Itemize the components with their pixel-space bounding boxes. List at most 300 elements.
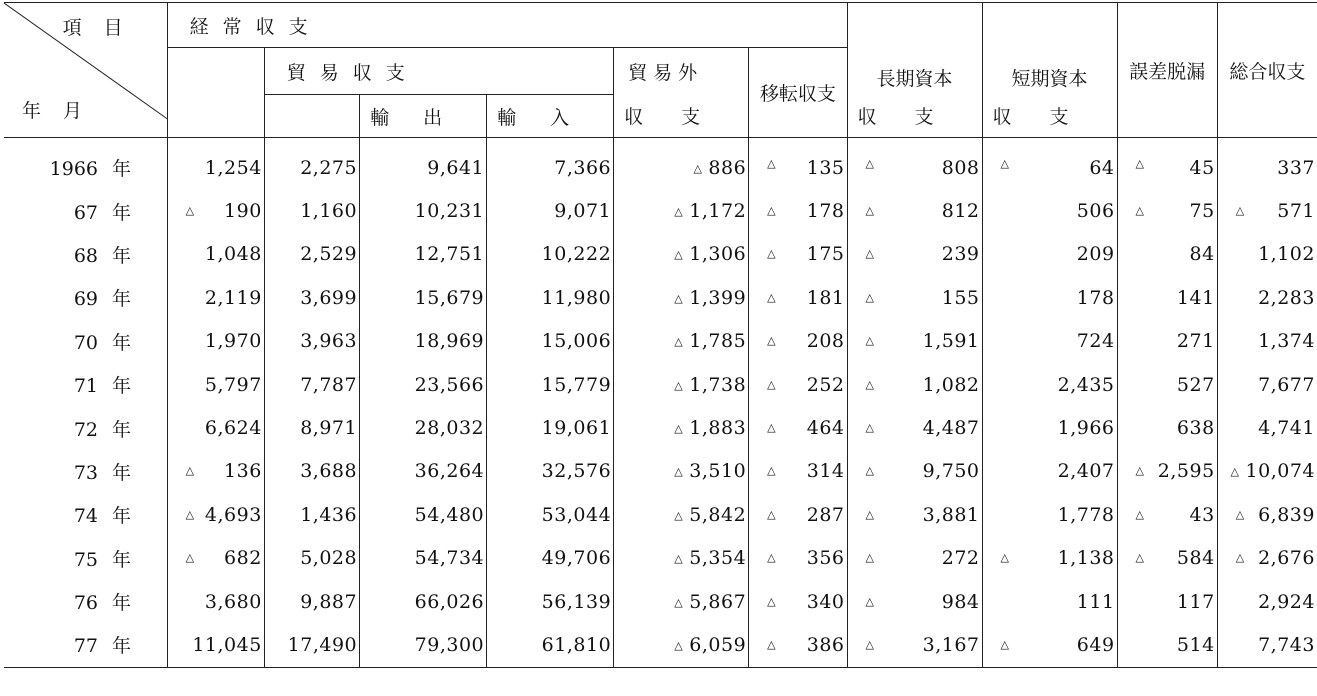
long-term-capital-cell <box>847 623 982 667</box>
table-row <box>4 276 1317 319</box>
negative-mark: △ <box>674 552 684 566</box>
overall-balance-cell <box>1217 320 1317 363</box>
cell-value: 984 <box>941 590 980 613</box>
year-cell <box>4 276 167 319</box>
year-value: 1966 <box>49 158 98 181</box>
cell-value: △ 1,306 <box>674 243 747 266</box>
cell-value: 190 <box>224 200 262 223</box>
cell-value: 2,595 <box>1157 460 1215 483</box>
cell-value: 12,751 <box>414 243 485 266</box>
cell-value: 10,222 <box>541 243 612 266</box>
cell-value: 4,487 <box>922 417 980 440</box>
overall-balance-cell <box>1217 138 1317 190</box>
long-term-capital-cell <box>847 276 982 319</box>
table-row <box>4 450 1317 493</box>
negative-mark: △ <box>1000 551 1009 565</box>
negative-mark: △ <box>767 203 776 217</box>
cell-value: 239 <box>941 243 980 266</box>
cell-value: 3,680 <box>204 590 262 613</box>
negative-mark: △ <box>674 291 684 305</box>
transfers-cell <box>749 276 847 319</box>
trade-balance-header: 貿易収支 <box>264 48 613 95</box>
cell-value: 43 <box>1189 503 1215 526</box>
table-row <box>4 138 1317 190</box>
cell-value: 2,435 <box>1057 373 1115 396</box>
cell-value: 2,676 <box>1258 547 1315 570</box>
short-term-capital-subheader: 収支 <box>982 95 1117 138</box>
table-row <box>4 493 1317 536</box>
year-value: 70 <box>73 331 98 354</box>
cell-value: △ 1,399 <box>674 286 747 309</box>
cell-value: 7,743 <box>1258 633 1315 656</box>
cell-value: 79,300 <box>414 633 485 656</box>
cell-value: 1,048 <box>204 243 262 266</box>
negative-mark: △ <box>674 248 684 262</box>
cell-value: 18,969 <box>414 330 485 353</box>
cell-value: 7,366 <box>554 156 612 179</box>
negative-mark: △ <box>767 420 776 434</box>
negative-mark: △ <box>1235 203 1245 217</box>
negative-mark: △ <box>185 507 195 521</box>
negative-mark: △ <box>674 638 684 652</box>
cell-value: 75 <box>1189 200 1215 223</box>
year-cell <box>4 406 167 449</box>
year-unit: 年 <box>112 505 132 528</box>
cell-value: 11,045 <box>192 633 262 656</box>
negative-mark: △ <box>1235 507 1245 521</box>
long-term-capital-cell <box>847 320 982 363</box>
year-unit: 年 <box>112 418 132 441</box>
cell-value: 3,963 <box>300 330 358 353</box>
cell-value: 2,924 <box>1258 590 1315 613</box>
year-cell <box>4 138 167 190</box>
short-term-capital-header: 短期資本 <box>982 3 1117 95</box>
cell-value: △ 5,354 <box>674 547 747 570</box>
imports-cell <box>487 363 614 406</box>
invisible-trade-cell <box>614 580 749 623</box>
year-unit: 年 <box>112 331 132 354</box>
negative-mark: △ <box>865 247 874 261</box>
cell-value: 141 <box>1176 286 1215 309</box>
cell-value: 1,966 <box>1057 417 1115 440</box>
negative-mark: △ <box>865 594 874 608</box>
year-cell <box>4 233 167 276</box>
cell-value: 209 <box>1076 243 1115 266</box>
year-value: 71 <box>73 375 98 398</box>
cell-value: 287 <box>806 503 845 526</box>
negative-mark: △ <box>865 507 874 521</box>
cell-value: 6,839 <box>1258 503 1315 526</box>
trade-balance-cell <box>264 138 359 190</box>
imports-header: 輸入 <box>487 95 614 138</box>
year-value: 76 <box>73 592 98 615</box>
current-account-cell <box>167 623 264 667</box>
year-unit: 年 <box>112 548 132 571</box>
negative-mark: △ <box>1000 637 1009 651</box>
year-value: 75 <box>73 548 98 571</box>
current-account-header: 経常収支 <box>167 3 847 48</box>
errors-omissions-cell <box>1117 276 1217 319</box>
cell-value: 64 <box>1089 156 1115 179</box>
trade-balance-cell <box>264 276 359 319</box>
imports-cell <box>487 320 614 363</box>
negative-mark: △ <box>767 551 776 565</box>
year-cell <box>4 189 167 232</box>
short-term-capital-cell <box>982 363 1117 406</box>
cell-value: 638 <box>1176 417 1215 440</box>
table-row <box>4 580 1317 623</box>
long-term-capital-cell <box>847 363 982 406</box>
cell-value: △ 6,059 <box>674 633 747 656</box>
cell-value: 45 <box>1189 156 1215 179</box>
cell-value: △ 1,172 <box>674 200 747 223</box>
cell-value: 111 <box>1076 590 1115 613</box>
exports-cell <box>360 233 487 276</box>
current-account-cell <box>167 450 264 493</box>
corner-cell <box>4 3 167 138</box>
trade-balance-cell <box>264 537 359 580</box>
year-cell <box>4 580 167 623</box>
table-row <box>4 406 1317 449</box>
year-unit: 年 <box>112 201 132 224</box>
short-term-capital-cell <box>982 276 1117 319</box>
table-body <box>4 138 1317 668</box>
negative-mark: △ <box>865 551 874 565</box>
invisible-trade-cell <box>614 406 749 449</box>
short-term-capital-cell <box>982 623 1117 667</box>
cell-value: 54,734 <box>414 547 485 570</box>
cell-value: △ 1,883 <box>674 417 747 440</box>
negative-mark: △ <box>865 290 874 304</box>
cell-value: 812 <box>941 200 980 223</box>
current-account-cell <box>167 276 264 319</box>
cell-value: △ 886 <box>693 156 747 179</box>
cell-value: 3,881 <box>922 503 980 526</box>
cell-value: 136 <box>224 460 262 483</box>
cell-value: △ 3,510 <box>674 460 747 483</box>
negative-mark: △ <box>1135 464 1144 478</box>
invisible-trade-cell <box>614 623 749 667</box>
imports-cell <box>487 623 614 667</box>
cell-value: 135 <box>806 156 845 179</box>
imports-cell <box>487 537 614 580</box>
imports-cell <box>487 580 614 623</box>
negative-mark: △ <box>865 420 874 434</box>
cell-value: 1,082 <box>922 373 980 396</box>
negative-mark: △ <box>1230 465 1240 479</box>
cell-value: 356 <box>806 547 845 570</box>
cell-value: 3,699 <box>300 286 358 309</box>
cell-value: 1,160 <box>300 200 358 223</box>
negative-mark: △ <box>767 247 776 261</box>
trade-balance-cell <box>264 493 359 536</box>
negative-mark: △ <box>767 156 776 170</box>
short-term-capital-cell <box>982 138 1117 190</box>
cell-value: △ 5,867 <box>674 590 747 613</box>
negative-mark: △ <box>865 377 874 391</box>
cell-value: 8,971 <box>300 417 358 440</box>
long-term-capital-cell <box>847 537 982 580</box>
cell-value: 9,750 <box>922 460 980 483</box>
cell-value: 117 <box>1176 590 1215 613</box>
cell-value: 337 <box>1277 156 1315 179</box>
year-cell <box>4 493 167 536</box>
invisible-trade-cell <box>614 450 749 493</box>
year-unit: 年 <box>112 244 132 267</box>
cell-value: 584 <box>1176 547 1215 570</box>
current-account-cell <box>167 363 264 406</box>
table-row <box>4 189 1317 232</box>
corner-year-month-label: 年月 <box>22 100 105 122</box>
negative-mark: △ <box>674 378 684 392</box>
cell-value: 178 <box>806 200 845 223</box>
invisible-trade-cell <box>614 138 749 190</box>
cell-value: 5,028 <box>300 547 358 570</box>
current-account-cell <box>167 580 264 623</box>
negative-mark: △ <box>767 377 776 391</box>
cell-value: 571 <box>1277 200 1315 223</box>
invisible-trade-subheader: 収支 <box>614 95 749 138</box>
errors-omissions-cell <box>1117 189 1217 232</box>
cell-value: 271 <box>1176 330 1215 353</box>
short-term-capital-cell <box>982 537 1117 580</box>
negative-mark: △ <box>185 203 195 217</box>
transfers-cell <box>749 580 847 623</box>
cell-value: 2,407 <box>1057 460 1115 483</box>
cell-value: 84 <box>1189 243 1215 266</box>
cell-value: 15,779 <box>541 373 612 396</box>
overall-balance-cell <box>1217 276 1317 319</box>
cell-value: 1,374 <box>1258 330 1315 353</box>
cell-value: 19,061 <box>541 417 612 440</box>
cell-value: 808 <box>941 156 980 179</box>
cell-value: 1,970 <box>204 330 262 353</box>
year-unit: 年 <box>112 375 132 398</box>
cell-value: 1,436 <box>300 503 358 526</box>
cell-value: 6,624 <box>204 417 262 440</box>
overall-balance-cell <box>1217 233 1317 276</box>
short-term-capital-cell <box>982 580 1117 623</box>
transfers-cell <box>749 363 847 406</box>
long-term-capital-cell <box>847 450 982 493</box>
negative-mark: △ <box>1135 203 1144 217</box>
exports-cell <box>360 537 487 580</box>
exports-cell <box>360 580 487 623</box>
negative-mark: △ <box>767 334 776 348</box>
long-term-capital-header: 長期資本 <box>847 3 982 95</box>
imports-cell <box>487 233 614 276</box>
cell-value: 61,810 <box>541 633 612 656</box>
cell-value: 49,706 <box>541 547 612 570</box>
cell-value: △ 1,785 <box>674 330 747 353</box>
cell-value: 15,006 <box>541 330 612 353</box>
year-value: 77 <box>73 635 98 658</box>
transfers-cell <box>749 450 847 493</box>
cell-value: 527 <box>1176 373 1215 396</box>
long-term-capital-cell <box>847 189 982 232</box>
short-term-capital-cell <box>982 233 1117 276</box>
transfers-cell <box>749 189 847 232</box>
cell-value: 2,283 <box>1258 286 1315 309</box>
negative-mark: △ <box>1000 156 1009 170</box>
year-cell <box>4 537 167 580</box>
cell-value: 2,275 <box>300 156 358 179</box>
exports-cell <box>360 276 487 319</box>
imports-cell <box>487 138 614 190</box>
cell-value: 17,490 <box>287 633 358 656</box>
invisible-trade-cell <box>614 363 749 406</box>
invisible-trade-cell <box>614 233 749 276</box>
trade-balance-cell <box>264 450 359 493</box>
cell-value: 7,677 <box>1258 373 1315 396</box>
table-row <box>4 233 1317 276</box>
cell-value: 1,591 <box>922 330 980 353</box>
table-row <box>4 537 1317 580</box>
cell-value: 10,231 <box>414 200 485 223</box>
cell-value: 724 <box>1076 330 1115 353</box>
current-account-cell <box>167 233 264 276</box>
cell-value: 649 <box>1076 633 1115 656</box>
overall-balance-cell <box>1217 623 1317 667</box>
cell-value: 155 <box>941 286 980 309</box>
negative-mark: △ <box>1235 551 1245 565</box>
trade-balance-cell <box>264 320 359 363</box>
invisible-trade-header: 貿易外 <box>614 48 749 95</box>
year-unit: 年 <box>112 635 132 658</box>
table-row <box>4 320 1317 363</box>
negative-mark: △ <box>674 595 684 609</box>
short-term-capital-cell <box>982 406 1117 449</box>
cell-value: 252 <box>806 373 845 396</box>
negative-mark: △ <box>767 637 776 651</box>
negative-mark: △ <box>865 637 874 651</box>
cell-value: △ 1,738 <box>674 373 747 396</box>
current-account-cell <box>167 537 264 580</box>
year-unit: 年 <box>112 158 132 181</box>
trade-balance-cell <box>264 363 359 406</box>
trade-balance-cell <box>264 406 359 449</box>
invisible-trade-cell <box>614 320 749 363</box>
year-unit: 年 <box>112 461 132 484</box>
cell-value: 4,741 <box>1258 417 1315 440</box>
long-term-capital-cell <box>847 580 982 623</box>
corner-item-label: 項目 <box>62 17 145 39</box>
year-cell <box>4 450 167 493</box>
year-value: 72 <box>73 418 98 441</box>
cell-value: 208 <box>806 330 845 353</box>
year-unit: 年 <box>112 288 132 311</box>
trade-balance-cell <box>264 580 359 623</box>
cell-value: 1,102 <box>1258 243 1315 266</box>
long-term-capital-subheader: 収支 <box>847 95 982 138</box>
cell-value: 9,887 <box>300 590 358 613</box>
exports-header: 輸出 <box>360 95 487 138</box>
cell-value: 2,529 <box>300 243 358 266</box>
invisible-trade-cell <box>614 493 749 536</box>
errors-omissions-header: 誤差脱漏 <box>1117 3 1217 138</box>
current-account-cell <box>167 189 264 232</box>
cell-value: 54,480 <box>414 503 485 526</box>
imports-cell <box>487 406 614 449</box>
transfers-cell <box>749 233 847 276</box>
errors-omissions-cell <box>1117 450 1217 493</box>
negative-mark: △ <box>1135 156 1144 170</box>
cell-value: 506 <box>1076 200 1115 223</box>
errors-omissions-cell <box>1117 320 1217 363</box>
negative-mark: △ <box>674 205 684 219</box>
invisible-trade-cell <box>614 276 749 319</box>
errors-omissions-cell <box>1117 493 1217 536</box>
cell-value: 1,254 <box>204 156 262 179</box>
trade-balance-cell <box>264 623 359 667</box>
exports-cell <box>360 320 487 363</box>
cell-value: 386 <box>806 633 845 656</box>
year-cell <box>4 363 167 406</box>
overall-balance-cell <box>1217 406 1317 449</box>
cell-value: 53,044 <box>541 503 612 526</box>
table-row <box>4 623 1317 667</box>
current-account-cell <box>167 493 264 536</box>
negative-mark: △ <box>865 156 874 170</box>
negative-mark: △ <box>1135 551 1144 565</box>
year-value: 74 <box>73 505 98 528</box>
current-account-cell <box>167 138 264 190</box>
cell-value: 56,139 <box>541 590 612 613</box>
trade-balance-cell <box>264 233 359 276</box>
imports-cell <box>487 493 614 536</box>
exports-cell <box>360 623 487 667</box>
imports-cell <box>487 276 614 319</box>
year-cell <box>4 623 167 667</box>
short-term-capital-cell <box>982 493 1117 536</box>
negative-mark: △ <box>767 594 776 608</box>
balance-of-payments-table <box>4 2 1317 668</box>
long-term-capital-cell <box>847 138 982 190</box>
cell-value: 28,032 <box>414 417 485 440</box>
cell-value: 272 <box>941 547 980 570</box>
cell-value: 464 <box>806 417 845 440</box>
cell-value: 15,679 <box>414 286 485 309</box>
year-unit: 年 <box>112 592 132 615</box>
cell-value: 66,026 <box>414 590 485 613</box>
cell-value: 178 <box>1076 286 1115 309</box>
trade-balance-subcell <box>264 95 359 138</box>
cell-value: 3,167 <box>922 633 980 656</box>
overall-balance-cell <box>1217 363 1317 406</box>
short-term-capital-cell <box>982 189 1117 232</box>
negative-mark: △ <box>674 465 684 479</box>
long-term-capital-cell <box>847 406 982 449</box>
negative-mark: △ <box>674 422 684 436</box>
errors-omissions-cell <box>1117 363 1217 406</box>
transfers-cell <box>749 320 847 363</box>
cell-value: 682 <box>224 547 262 570</box>
overall-balance-cell <box>1217 493 1317 536</box>
cell-value: 5,797 <box>204 373 262 396</box>
errors-omissions-cell <box>1117 233 1217 276</box>
year-value: 73 <box>73 461 98 484</box>
errors-omissions-cell <box>1117 406 1217 449</box>
overall-balance-cell <box>1217 580 1317 623</box>
overall-balance-cell <box>1217 537 1317 580</box>
exports-cell <box>360 406 487 449</box>
cell-value: 181 <box>806 286 845 309</box>
cell-value: 23,566 <box>414 373 485 396</box>
current-account-cell <box>167 320 264 363</box>
negative-mark: △ <box>1135 507 1144 521</box>
transfers-header: 移転収支 <box>749 48 847 138</box>
exports-cell <box>360 189 487 232</box>
